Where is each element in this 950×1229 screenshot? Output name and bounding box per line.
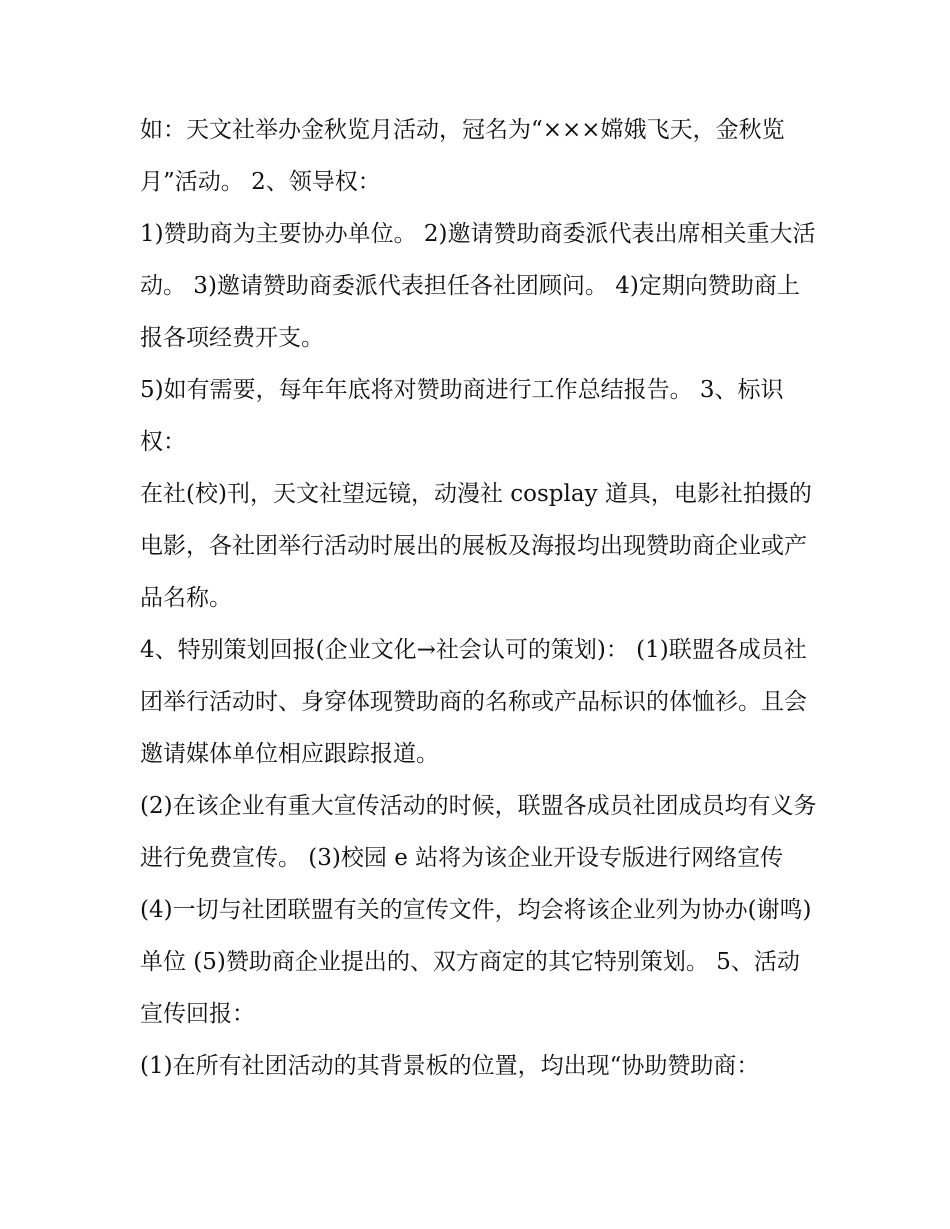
paragraph-logo-rights: 在社(校)刊，天文社望远镜，动漫社 cosplay 道具，电影社拍摄的电影，各社团举行活动时展出的展板及海报均出现赞助商企业或产品名称。 [140, 481, 812, 611]
paragraph-special-plan: 4、特别策划回报(企业文化→社会认可的策划)： (1)联盟各成员社团举行活动时、身穿体现赞助商的名称或产品标识的体恤衫。且会邀请媒体单位相应跟踪报道。 [140, 637, 807, 767]
paragraph-leadership: 1)赞助商为主要协办单位。 2)邀请赞助商委派代表出席相关重大活动。 3)邀请赞助商委派代表担任各社团顾问。 4)定期向赞助商上报各项经费开支。 [140, 221, 816, 351]
paragraph-backdrop: (1)在所有社团活动的其背景板的位置，均出现“协助赞助商： [140, 1053, 760, 1079]
paragraph-report: 5)如有需要，每年年底将对赞助商进行工作总结报告。 3、标识权： [140, 377, 784, 455]
paragraph-title-naming: 如：天文社举办金秋览月活动，冠名为“×××嫦娥飞天，金秋览月”活动。 2、领导权： [140, 117, 785, 195]
paragraph-co-organizer: (4)一切与社团联盟有关的宣传文件，均会将该企业列为协办(谢鸣)单位 (5)赞助商企业提出的、双方商定的其它特别策划。 5、活动宣传回报： [140, 897, 812, 1027]
document-body [140, 104, 820, 1092]
paragraph-free-promotion: (2)在该企业有重大宣传活动的时候，联盟各成员社团成员均有义务进行免费宣传。 (3)校园 e 站将为该企业开设专版进行网络宣传 [140, 793, 817, 871]
